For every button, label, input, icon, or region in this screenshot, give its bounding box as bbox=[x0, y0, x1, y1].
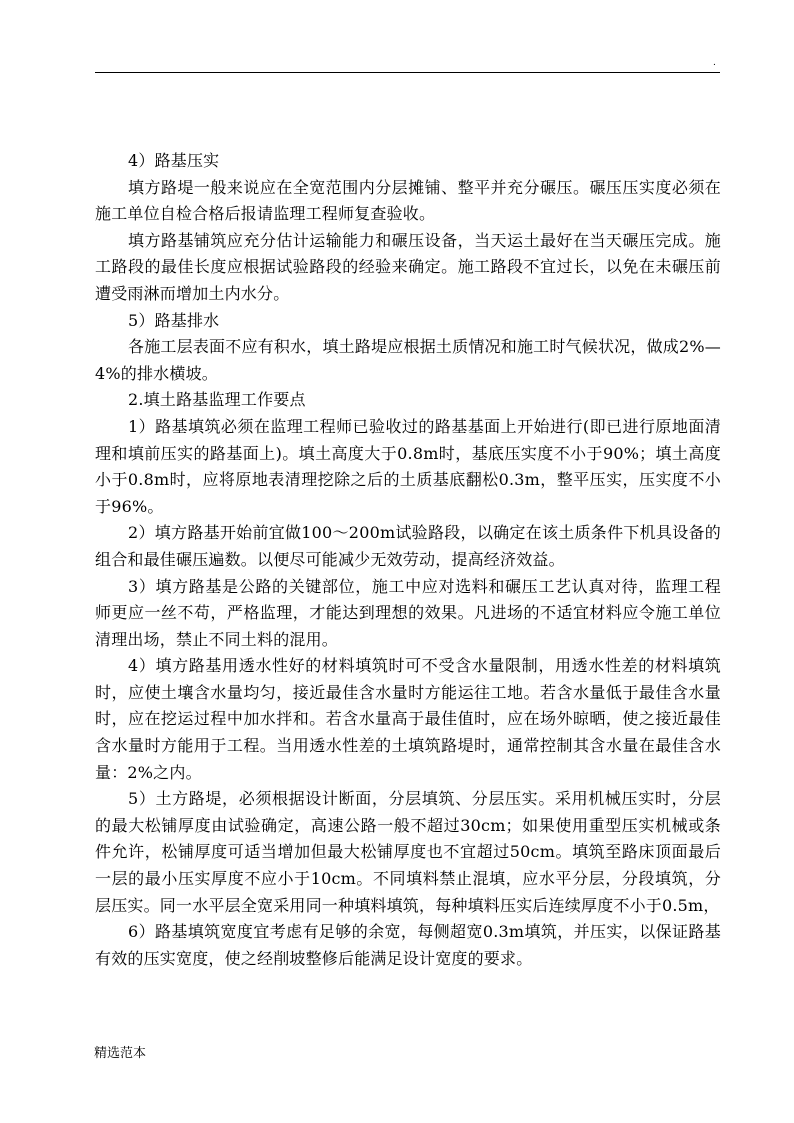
footer-label: 精选范本 bbox=[94, 1046, 147, 1061]
paragraph-point-3: 3）填方路基是公路的关键部位，施工中应对选料和碾压工艺认真对待，监理工程师更应一丝不苟，严格监理，才能达到理想的效果。凡进场的不适宜材料应令施工单位清理出场，禁止不同土料的混用。 bbox=[95, 576, 721, 649]
paragraph-point-4: 4）填方路基用透水性好的材料填筑时可不受含水量限制，用透水性差的材料填筑时，应使土壤含水量均匀，接近最佳含水量时方能运往工地。若含水量低于最佳含水量时，应在挖运过程中加水拌和。若含水量高于最佳值时，应在场外晾晒，使之接近最佳含水量时方能用于工程。当用透水性差的土填筑路堤时，通常控制其含水量在最佳含水量：2%之内。 bbox=[95, 656, 721, 782]
paragraph-drainage: 各施工层表面不应有积水，填土路堤应根据土质情况和施工时气候状况，做成2%—4%的排水横坡。 bbox=[95, 337, 721, 383]
section-heading-supervision: 2.填土路基监理工作要点 bbox=[128, 390, 306, 410]
header-mark: . bbox=[713, 58, 716, 68]
header-rule bbox=[95, 72, 720, 73]
document-body bbox=[95, 148, 721, 972]
paragraph-point-2: 2）填方路基开始前宜做100～200m试验路段，以确定在该土质条件下机具设备的组合和最佳碾压遍数。以便尽可能减少无效劳动，提高经济效益。 bbox=[95, 523, 721, 569]
paragraph-point-6: 6）路基填筑宽度宜考虑有足够的余宽，每侧超宽0.3m填筑，并压实，以保证路基有效的压实宽度，使之经削坡整修后能满足设计宽度的要求。 bbox=[95, 922, 721, 968]
section-heading-drainage: 5）路基排水 bbox=[128, 310, 220, 330]
paragraph-point-1: 1）路基填筑必须在监理工程师已验收过的路基基面上开始进行(即已进行原地面清理和填前压实的路基面上)。填土高度大于0.8m时，基底压实度不小于90%；填土高度小于0.8m时，应将原地表清理挖除之后的土质基底翻松0.3m，整平压实，压实度不小于96%。 bbox=[95, 416, 721, 516]
paragraph-point-5: 5）土方路堤，必须根据设计断面，分层填筑、分层压实。采用机械压实时，分层的最大松铺厚度由试验确定，高速公路一般不超过30cm；如果使用重型压实机械或条件允许，松铺厚度可适当增加但最大松铺厚度也不宜超过50cm。填筑至路床顶面最后一层的最小压实厚度不应小于10cm。不同填料禁止混填，应水平分层，分段填筑，分层压实。同一水平层全宽采用同一种填料填筑，每种填料压实后连续厚度不小于0.5m， bbox=[95, 789, 721, 915]
section-heading-compaction: 4）路基压实 bbox=[128, 151, 220, 170]
paragraph-compaction-2: 填方路基铺筑应充分估计运输能力和碾压设备，当天运土最好在当天碾压完成。施工路段的最佳长度应根据试验路段的经验来确定。施工路段不宜过长，以免在未碾压前遭受雨淋而增加土内水分。 bbox=[95, 230, 721, 303]
paragraph-compaction-1: 填方路堤一般来说应在全宽范围内分层摊铺、整平并充分碾压。碾压压实度必须在施工单位自检合格后报请监理工程师复查验收。 bbox=[95, 177, 721, 224]
